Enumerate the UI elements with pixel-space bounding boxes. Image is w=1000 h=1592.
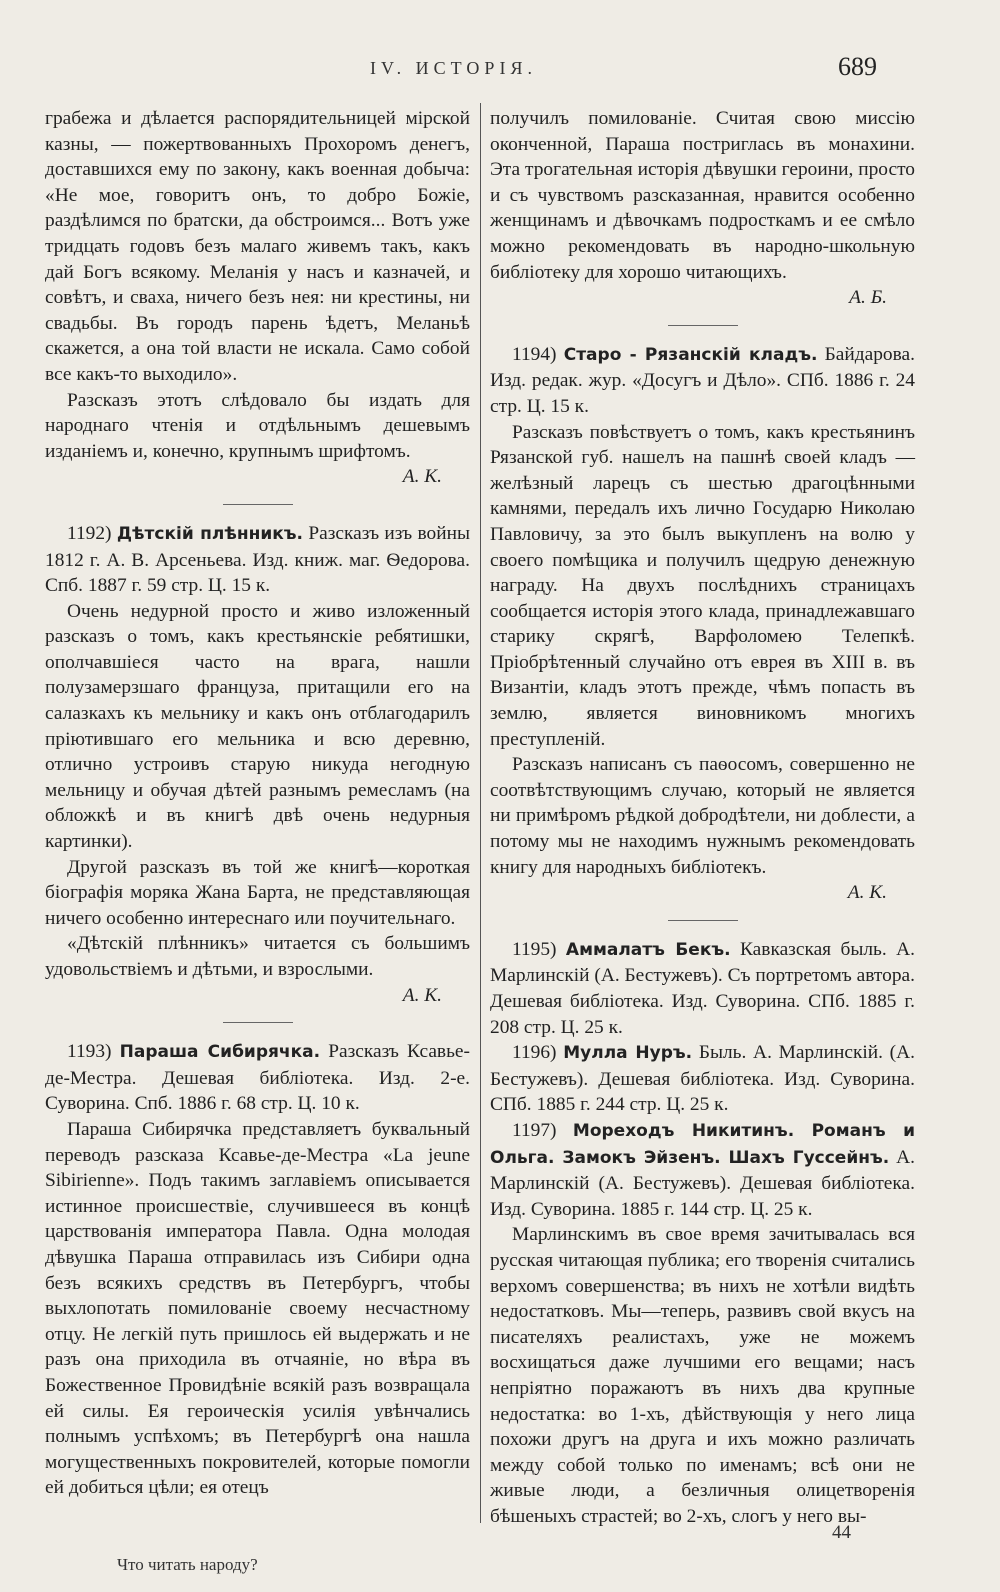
paragraph: грабежа и дѣлается распорядительницей мірской казны, — пожертвованныхъ Прохоромъ денегъ, доставшихся ему по закону, какъ военная добыча: «Не мое, говоритъ онъ, то добро Божіе, раздѣлимся по братски, да обстроимся... Вотъ уже тридцать годовъ безъ малаго живемъ такъ, какъ дай Богъ всякому. Меланія у насъ и казначей, и совѣтъ, и сваха, ничего безъ нея: ни крестины, ни свадьбы. Въ городъ парень ѣдетъ, Меланьѣ скажется, а она той власти не искала. Само собой все какъ-то выходило». xyxy=(45,108,470,385)
page-number: 689 xyxy=(838,52,877,81)
separator-rule xyxy=(668,920,738,921)
paragraph: Разсказъ написанъ съ паѳосомъ, совершенно не соотвѣтствующимъ случаю, который не является ни примѣромъ рѣдкой добродѣтели, ни доблести, а потому мы не находимъ нужнымъ рекомендовать книгу для народныхъ библіотекъ. xyxy=(490,754,915,878)
page-header xyxy=(0,52,1000,86)
entry-bibliography: Быль. А. Марлинскій. (А. Бестужевъ). Дешевая библіотека. Изд. Суворина. СПб. 1885 г. 244 стр. Ц. 25 к. xyxy=(490,1042,915,1116)
entry-number: 1193) xyxy=(67,1041,112,1063)
paragraph: Разсказъ этотъ слѣдовало бы издать для народнаго чтенія и отдѣльнымъ дешевымъ изданіемъ и, конечно, крупнымъ шрифтомъ. xyxy=(45,389,470,462)
right-column xyxy=(490,106,915,1529)
signature: А. К. xyxy=(847,882,887,904)
entry-1193 xyxy=(45,1039,470,1117)
entry-bibliography: Разсказъ изъ войны 1812 г. А. В. Арсеньева. Изд. книж. маг. Ѳедорова. Спб. 1887 г. 59 стр. Ц. 15 к. xyxy=(45,522,470,597)
entry-bibliography: Разсказъ Ксавье-де-Местра. Дешевая библіотека. Изд. 2-е. Суворина. Спб. 1886 г. 68 стр. Ц. 10 к. xyxy=(45,1041,470,1115)
entry-number: 1195) xyxy=(512,938,557,960)
running-title: IV. ИСТОРІЯ. xyxy=(370,58,537,78)
entry-1192 xyxy=(45,521,470,599)
column-divider xyxy=(480,103,481,1523)
entry-1194 xyxy=(490,342,915,420)
entry-title: Параша Сибирячка. xyxy=(119,1042,321,1063)
separator-rule xyxy=(223,504,293,505)
signature-mark: 44 xyxy=(832,1522,851,1543)
footer-title: Что читать народу? xyxy=(117,1555,258,1574)
signature: А. Б. xyxy=(849,287,887,309)
signature: А. К. xyxy=(402,466,442,488)
entry-1195 xyxy=(490,937,915,1040)
entry-bibliography: А. Марлинскій (А. Бестужевъ). Дешевая библіотека. Изд. Суворина. 1885 г. 144 стр. Ц. 25 к. xyxy=(490,1146,915,1220)
separator-rule xyxy=(223,1022,293,1023)
paragraph: Другой разсказъ въ той же книгѣ—короткая біографія моряка Жана Барта, не представляющая ничего особенно интереснаго или поучительнаго. xyxy=(45,856,470,929)
paragraph: «Дѣтскій плѣнникъ» читается съ большимъ удовольствіемъ и дѣтьми, и взрослыми. xyxy=(45,933,470,980)
entry-1196 xyxy=(490,1040,915,1118)
left-column xyxy=(45,106,470,1501)
signature: А. К. xyxy=(402,984,442,1006)
entry-number: 1197) xyxy=(512,1119,557,1141)
entry-title: Аммалатъ Бекъ. xyxy=(565,939,731,960)
entry-title: Мореходъ Никитинъ. Романъ и Ольга. Замокъ Эйзенъ. Шахъ Гуссейнъ. xyxy=(490,1120,915,1168)
entry-number: 1192) xyxy=(67,522,112,544)
paragraph: Разсказъ повѣствуетъ о томъ, какъ крестьянинъ Рязанской губ. нашелъ на пашнѣ своей кладъ — желѣзный ларецъ съ шестью драгоцѣнными камнями, передалъ ихъ лично Государю Николаю Павловичу, за это былъ выкупленъ на волю у своего помѣщика и получилъ щедрую денежную награду. На двухъ послѣднихъ страницахъ сообщается исторія этого клада, принадлежавшаго старику скрягѣ, Варфоломею Телепкѣ. Пріобрѣтенный случайно отъ еврея въ XIII в. въ Византіи, кладъ этотъ прежде, чѣмъ попасть въ землю, является виновникомъ многихъ преступленій. xyxy=(490,421,915,750)
entry-bibliography: Байдарова. Изд. редак. жур. «Досугъ и Дѣло». СПб. 1886 г. 24 стр. Ц. 15 к. xyxy=(490,343,915,417)
separator-rule xyxy=(668,325,738,326)
paragraph: Параша Сибирячка представляетъ буквальный переводъ разсказа Ксавье-де-Местра «La jeune Sibirienne». Подъ такимъ заглавіемъ описывается истинное происшествіе, случившееся въ концѣ царствованія императора Павла. Одна молодая дѣвушка Параша отправилась изъ Сибири одна безъ всякихъ средствъ въ Петербургъ, чтобы выхлопотать помилованіе своему несчастному отцу. Не легкій путь пришлось ей выдержать и не разъ она приходила въ отчаяніе, но вѣра въ Божественное Провидѣніе всякій разъ возвращала ей силы. Ея героическія усилія увѣнчались полнымъ успѣхомъ; въ Петербургѣ она нашла могущественныхъ покровителей, которые помогли ей добиться цѣли; ея отецъ xyxy=(45,1118,470,1499)
entry-number: 1196) xyxy=(512,1042,557,1064)
entry-title: Мулла Нуръ. xyxy=(563,1043,693,1064)
entry-title: Дѣтскій плѣнникъ. xyxy=(116,523,304,544)
entry-1197 xyxy=(490,1118,915,1222)
paragraph: Марлинскимъ въ свое время зачитывалась вся русская читающая публика; его творенія считались верхомъ совершенства; въ нихъ не хотѣли видѣть недостатковъ. Мы—теперь, развивъ свой вкусъ на писателяхъ реалистахъ, уже не можемъ восхищаться даже лучшими его вещами; насъ непріятно поражаютъ въ нихъ два крупные недостатка: во 1-хъ, дѣйствующія у него лица похожи другъ на друга и ихъ можно различать между собой только по именамъ; всѣ они не живые люди, а безличныя олицетворенія бѣшеныхъ страстей; во 2-хъ, слогъ у него вы- xyxy=(490,1224,915,1527)
entry-title: Старо - Рязанскій кладъ. xyxy=(563,344,818,365)
paragraph: Очень недурной просто и живо изложенный разсказъ о томъ, какъ крестьянскіе ребятишки, ополчавшіеся часто на врага, нашли полузамерзшаго француза, притащили его на салазкахъ къ мельнику и какъ онъ отблагодарилъ пріютившаго его мельника и всю деревню, отлично устроивъ старую никуда негодную мельницу и обучая дѣтей разнымъ ремесламъ (на обложкѣ и въ книгѣ двѣ очень недурныя картинки). xyxy=(45,600,470,853)
entry-bibliography: Кавказская быль. А. Марлинскій (А. Бестужевъ). Съ портретомъ автора. Дешевая библіотека. Изд. Суворина. СПб. 1885 г. 208 стр. Ц. 25 к. xyxy=(490,938,915,1038)
entry-number: 1194) xyxy=(512,343,557,365)
paragraph: получилъ помилованіе. Считая свою миссію оконченной, Параша постриглась въ монахини. Эта трогательная исторія дѣвушки героини, просто и съ чувствомъ разсказанная, нравится особенно женщинамъ и дѣвочкамъ подросткамъ и ее смѣло можно рекомендовать въ народно-школьную библіотеку для хорошо читающихъ. xyxy=(490,108,915,283)
